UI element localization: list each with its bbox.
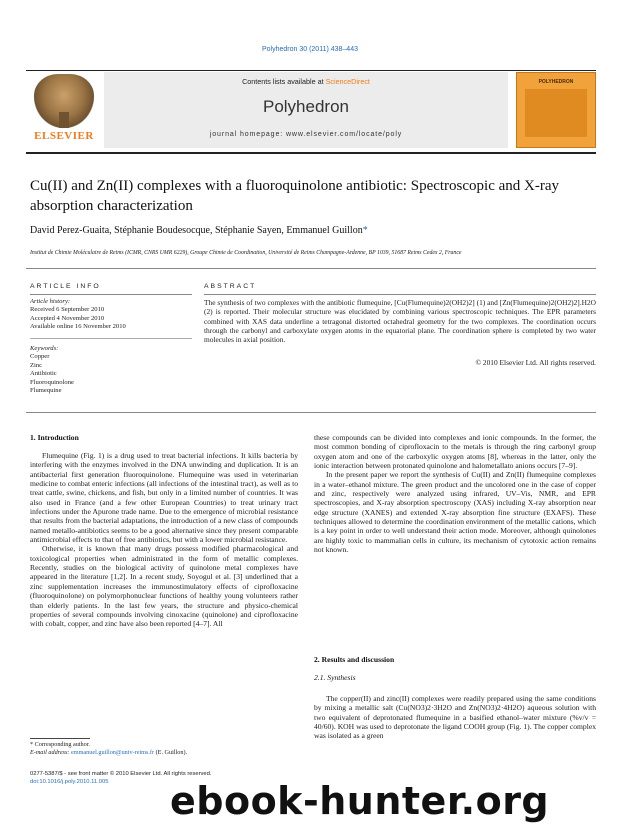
article-title: Cu(II) and Zn(II) complexes with a fluoroquinolone antibiotic: Spectroscopic and X-ray absorption characterization xyxy=(30,178,560,214)
divider xyxy=(26,412,596,413)
copyright-line: © 2010 Elsevier Ltd. All rights reserved. xyxy=(475,358,596,367)
paragraph: Flumequine (Fig. 1) is a drug used to treat bacterial infections. It kills bacteria by interfering with the enzymes involved in the DNA unwinding and duplication. It is an antibacterial first generation fluoroquinolone. Flumequine was used in veterinarian medicine to combat enteric infections (all infections of the intestinal tract), as well as to treat cattle, swine, chickens, and fish, but only in a limited number of countries. It was also used in France (and a few other European Countries) to treat urinary tract infections under the Apurone trade name. Due to the emergence of microbial resistance that results from the bacterial adaptations, the introduction of a new class of compounds named metallo-antibiotics seems to be a good alternative since they present comparable antimicrobial effects to that of free antibiotics, but with a lower microbial resistance. xyxy=(30,451,298,545)
received-date: Received 6 September 2010 xyxy=(30,306,105,314)
footnote xyxy=(30,741,298,757)
elsevier-logo xyxy=(28,72,100,144)
email-line xyxy=(30,749,298,757)
history-label: Article history: xyxy=(30,298,71,305)
email-suffix: (E. Guillon). xyxy=(155,749,188,756)
subsection-heading-synthesis: 2.1. Synthesis xyxy=(314,673,356,682)
email-link[interactable]: emmanuel.guillon@univ-reims.fr xyxy=(71,749,155,756)
section-heading-introduction: 1. Introduction xyxy=(30,433,79,442)
divider xyxy=(26,268,596,269)
keyword: Flumequine xyxy=(30,387,62,395)
section-heading-results: 2. Results and discussion xyxy=(314,655,395,664)
header-rule xyxy=(26,70,596,71)
keywords-block xyxy=(30,345,192,395)
article-history xyxy=(30,298,192,332)
keyword: Zinc xyxy=(30,361,43,369)
paragraph: these compounds can be divided into complexes and ionic compounds. In the former, the most common bonding of ciprofloxacin to the metals is through the ring carbonyl group oxygen atom and one of the carboxylic oxygen atoms [8], whereas in the latter, only the ionic interaction between protonated quinolone and halometallato anions occurs [7–9]. xyxy=(314,433,596,471)
corresponding-author-note: * Corresponding author. xyxy=(30,741,90,748)
contents-prefix: Contents lists available at xyxy=(242,77,326,86)
author-list xyxy=(30,225,600,236)
keyword: Fluoroquinolone xyxy=(30,378,74,386)
cover-artwork xyxy=(525,89,587,137)
right-column-body xyxy=(314,433,596,554)
keywords-label: Keywords: xyxy=(30,345,59,352)
tree-trunk-icon xyxy=(59,112,69,128)
divider xyxy=(30,338,192,339)
footnote-rule xyxy=(30,738,90,739)
abstract-text: The synthesis of two complexes with the antibiotic flumequine, [Cu(Flumequine)2(OH2)2] (1) and [Zn(Flumequine)2(OH2)2].H2O (2) is reported. Their molecular structure was elucidated by combining various spectroscopic techniques. The EPR parameters combined with XAS data underline a tetragonal distorted octahedral geometry for the two complexes. The coordination occurs through the carbonyl and carboxylate oxygen atoms in the equatorial plane. The coordination sphere is completed by two water molecules in axial position. xyxy=(204,298,596,345)
journal-reference[interactable]: Polyhedron 30 (2011) 438–443 xyxy=(261,46,358,53)
journal-cover-thumbnail xyxy=(516,72,596,148)
authors-text: David Perez-Guaita, Stéphanie Boudesocque, Stéphanie Sayen, Emmanuel Guillon xyxy=(30,225,363,236)
corresponding-author-mark[interactable]: * xyxy=(362,225,368,236)
abstract-heading: ABSTRACT xyxy=(204,283,257,290)
header-rule-thick xyxy=(26,152,596,154)
issn-line: 0277-5387/$ - see front matter © 2010 Elsevier Ltd. All rights reserved. xyxy=(30,771,212,777)
contents-available-line xyxy=(104,77,508,86)
journal-homepage[interactable]: journal homepage: www.elsevier.com/locate/poly xyxy=(209,131,403,138)
email-label: E-mail address: xyxy=(30,749,70,756)
paragraph: The copper(II) and zinc(II) complexes were readily prepared using the same conditions by mixing a metallic salt (Cu(NO3)2·3H2O and Zn(NO3)2·4H2O) aqueous solution with two equivalent of deprotonated flumequine in a basified ethanol–water mixture (%v/v = 40/60). KOH was used to deprotonate the ligand COOH group (Fig. 1). The copper complex was isolated as a green xyxy=(314,694,596,741)
sciencedirect-link[interactable]: ScienceDirect xyxy=(325,77,370,86)
accepted-date: Accepted 4 November 2010 xyxy=(30,314,105,322)
keyword: Antibiotic xyxy=(30,370,57,378)
article-info-heading: ARTICLE INFO xyxy=(30,283,101,290)
paragraph: Otherwise, it is known that many drugs possess modified pharmacological and toxicological properties when administrated in the form of metallic complexes. Recently, studies on the biological activity of quinolone metal complexes have appeared in the literature [1,2]. In a recent study, Soyogul et al. [3] underlined that a zinc supplementation increases the immunostimulatory effects of ciprofloxacine (fluoroquinolone) on polymorphonuclear functions of healthy young volunteers rather than elderly patients. In the last few years, the structure and physico-chemical properties of several compounds involving cinoxacine (quinolone) and ciprofloxacine with cobalt, copper, and zinc have also been reported [4–7]. All xyxy=(30,544,298,629)
paragraph: In the present paper we report the synthesis of Cu(II) and Zn(II) flumequine complexes in a water–ethanol mixture. The green product and the uncolored one in the case of copper and zinc, respectively were analyzed using infrared, UV–Vis, NMR, and EPR spectroscopies, and X-ray absorption spectroscopy (XAS) including X-ray absorption near edge structure (XANES) and extended X-ray absorption fine structure (EXAFS). These techniques allowed to determine the coordination environment of the metallic cations, which is a key point in order to well understand their action mode. Moreover, although quinolones are highly toxic to mammalian cells in culture, its mechanism of cytotoxic action remains not known. xyxy=(314,470,596,555)
keyword: Copper xyxy=(30,353,50,361)
publisher-wordmark: ELSEVIER xyxy=(34,130,94,142)
journal-title: Polyhedron xyxy=(262,97,349,116)
doi-link[interactable]: doi:10.1016/j.poly.2010.11.005 xyxy=(30,778,109,785)
divider xyxy=(30,294,192,295)
online-date: Available online 16 November 2010 xyxy=(30,323,126,331)
cover-title: POLYHEDRON xyxy=(538,79,574,85)
watermark-text: ebook-hunter.org xyxy=(170,779,550,823)
divider xyxy=(204,294,596,295)
synthesis-body xyxy=(314,694,596,741)
left-column-body xyxy=(30,451,298,629)
affiliation: Institut de Chimie Moléculaire de Reims (ICMR, CNRS UMR 6229), Groupe Chimie de Coordination, Université de Reims Champagne-Ardenne, BP 1039, 51687 Reims Cedex 2, France xyxy=(30,250,462,256)
